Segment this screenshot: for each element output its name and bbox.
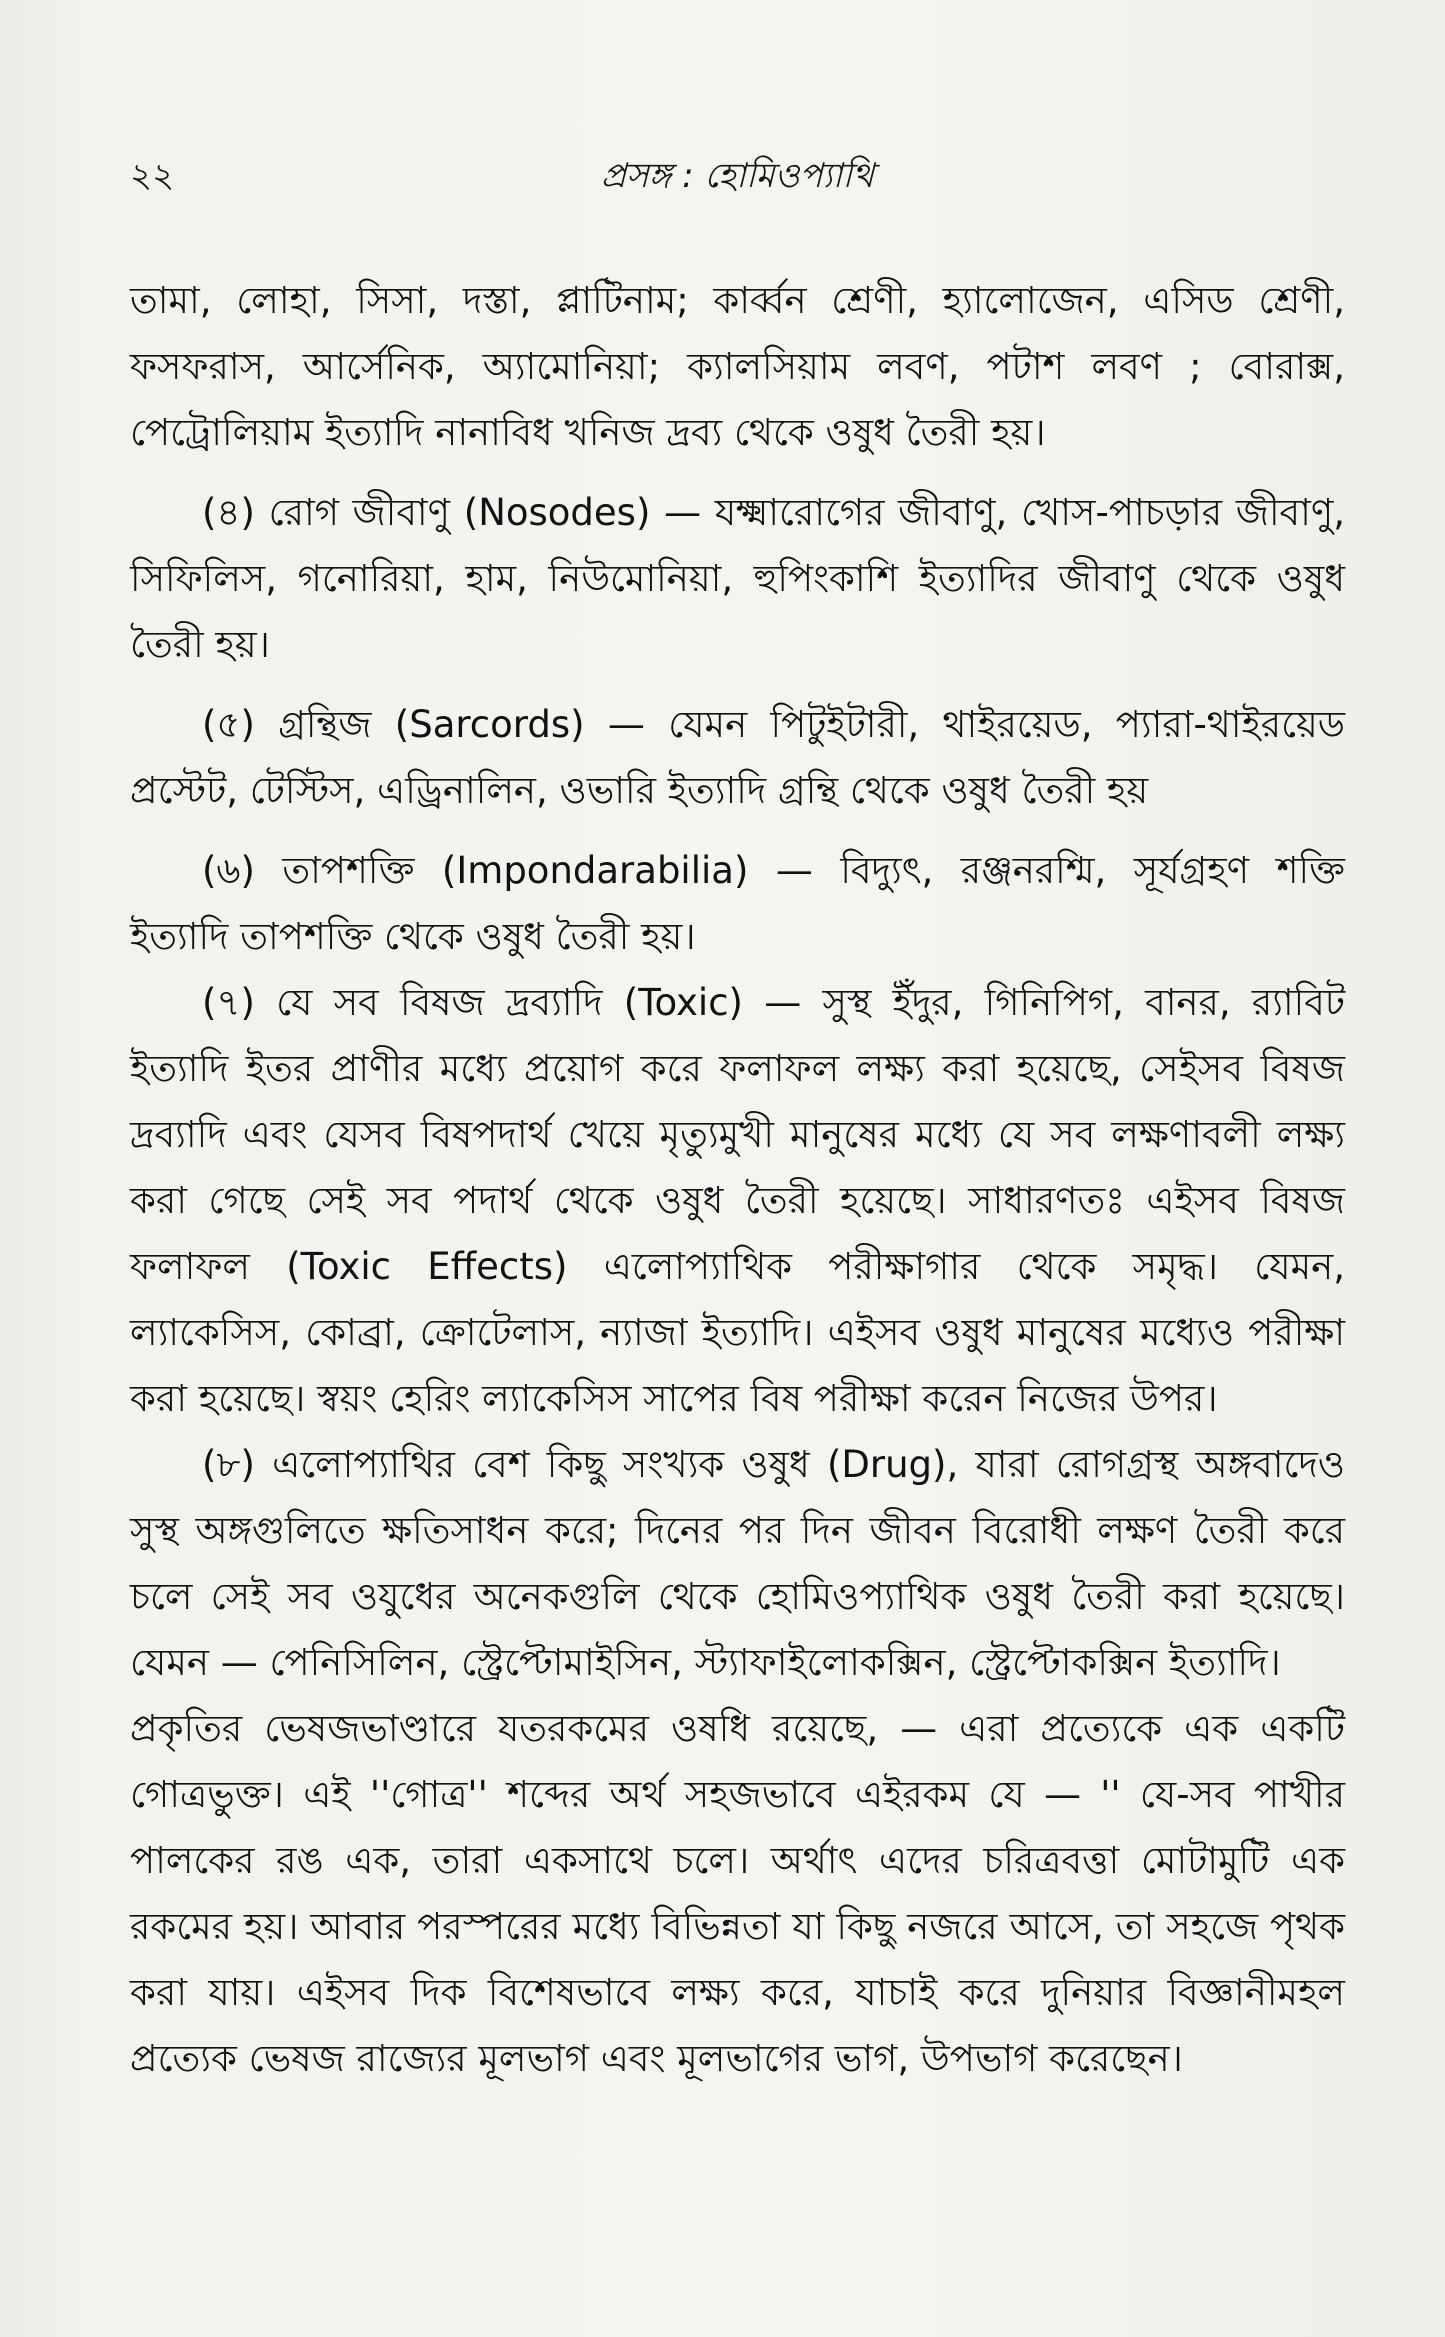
paragraph-drugs: (৮) এলোপ্যাথির বেশ কিছু সংখ্যক ওষুধ (Drug), যারা রোগগ্রস্থ অঙ্গবাদেও সুস্থ অঙ্গগুলিতে ক্ষতিসাধন করে; দিনের পর দিন জীবন বিরোধী লক্ষণ তৈরী করে চলে সেই সব ওযুধের অনেকগুলি থেকে হোমিওপ্যাথিক ওষুধ তৈরী করা হয়েছে। যেমন — পেনিসিলিন, স্ট্রেপ্টোমাইসিন, স্ট্যাফাইলোকক্সিন, স্ট্রেপ্টোকক্সিন ইত্যাদি।	[130, 1443, 1345, 1684]
running-title: প্রসঙ্গ : হোমিওপ্যাথি	[600, 156, 875, 196]
page-header	[130, 150, 1345, 200]
paragraph-sarcodes: (৫) গ্রন্থিজ (Sarcords) — যেমন পিটুইটারী, থাইরয়েড, প্যারা-থাইরয়েড প্রস্টেট, টেস্টিস, এড্রিনালিন, ওভারি ইত্যাদি গ্রন্থি থেকে ওষুধ তৈরী হয়	[130, 703, 1345, 812]
paragraph-imponderabilia: (৬) তাপশক্তি (Impondarabilia) — বিদ্যুৎ, রঞ্জনরশ্মি, সূর্যগ্রহণ শক্তি ইত্যাদি তাপশক্তি থেকে ওষুধ তৈরী হয়।	[130, 849, 1345, 958]
page-number: ২২	[130, 156, 175, 196]
body-text	[130, 268, 1345, 2092]
paragraph-toxic: (৭) যে সব বিষজ দ্রব্যাদি (Toxic) — সুস্থ ইঁদুর, গিনিপিগ, বানর, র‍্যাবিট ইত্যাদি ইতর প্রাণীর মধ্যে প্রয়োগ করে ফলাফল লক্ষ্য করা হয়েছে, সেইসব বিষজ দ্রব্যাদি এবং যেসব বিষপদার্থ খেয়ে মৃত্যুমুখী মানুষের মধ্যে যে সব লক্ষণাবলী লক্ষ্য করা গেছে সেই সব পদার্থ থেকে ওষুধ তৈরী হয়েছে। সাধারণতঃ এইসব বিষজ ফলাফল (Toxic Effects) এলোপ্যাথিক পরীক্ষাগার থেকে সমৃদ্ধ। যেমন, ল্যাকেসিস, কোব্রা, ক্রোটেলাস, ন্যাজা ইত্যাদি। এইসব ওষুধ মানুষের মধ্যেও পরীক্ষা করা হয়েছে। স্বয়ং হেরিং ল্যাকেসিস সাপের বিষ পরীক্ষা করেন নিজের উপর।	[130, 981, 1345, 1420]
paragraph-minerals: তামা, লোহা, সিসা, দস্তা, প্লাটিনাম; কার্ব্বন শ্রেণী, হ্যালোজেন, এসিড শ্রেণী, ফসফরাস, আর্সেনিক, অ্যামোনিয়া; ক্যালসিয়াম লবণ, পটাশ লবণ ; বোরাক্স, পেট্রোলিয়াম ইত্যাদি নানাবিধ খনিজ দ্রব্য থেকে ওষুধ তৈরী হয়।	[130, 279, 1345, 454]
paragraph-nosodes: (৪) রোগ জীবাণু (Nosodes) — যক্ষ্মারোগের জীবাণু, খোস-পাচড়ার জীবাণু, সিফিলিস, গনোরিয়া, হাম, নিউমোনিয়া, হুপিংকাশি ইত্যাদির জীবাণু থেকে ওষুধ তৈরী হয়।	[130, 491, 1345, 666]
paragraph-classification: প্রকৃতির ভেষজভাণ্ডারে যতরকমের ওষধি রয়েছে, — এরা প্রত্যেকে এক একটি গোত্রভুক্ত। এই ''গোত্র'' শব্দের অর্থ সহজভাবে এইরকম যে — '' যে-সব পাখীর পালকের রঙ এক, তারা একসাথে চলে। অর্থাৎ এদের চরিত্রবত্তা মোটামুটি এক রকমের হয়। আবার পরস্পরের মধ্যে বিভিন্নতা যা কিছু নজরে আসে, তা সহজে পৃথক করা যায়। এইসব দিক বিশেষভাবে লক্ষ্য করে, যাচাই করে দুনিয়ার বিজ্ঞানীমহল প্রত্যেক ভেষজ রাজ্যের মূলভাগ এবং মূলভাগের ভাগ, উপভাগ করেছেন।	[130, 1707, 1345, 2080]
